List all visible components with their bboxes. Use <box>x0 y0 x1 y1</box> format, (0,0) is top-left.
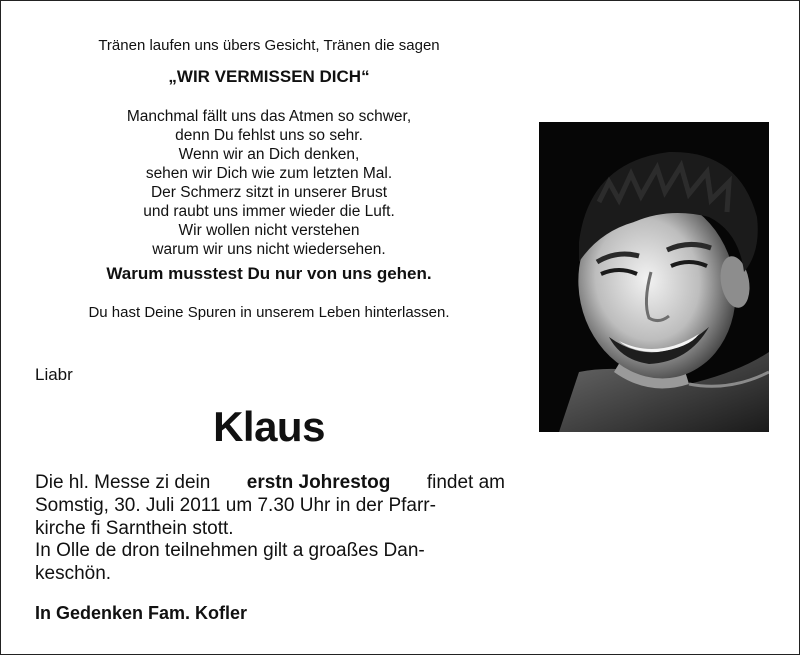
mass-date-text: Somstig, 30. Juli 2011 um 7.30 Uhr in der Pfarr- <box>35 495 436 516</box>
headline: „WIR VERMISSEN DICH“ <box>168 67 370 86</box>
deceased-name: Klaus <box>213 403 325 450</box>
poem <box>21 107 517 259</box>
question-line: Warum musstest Du nur von uns gehen. <box>106 264 432 283</box>
thanks-line <box>35 539 505 562</box>
anniversary-emphasis: erstn Johrestog <box>246 472 391 493</box>
poem-line: Wir wollen nicht verstehen <box>178 222 360 239</box>
poem-line: Wenn wir an Dich denken, <box>178 146 360 163</box>
mass-location-line <box>35 517 505 540</box>
traces-line: Du hast Deine Spuren in unserem Leben hinterlassen. <box>88 304 450 321</box>
mass-location-text: kirche fi Sarnthein stott. <box>35 518 234 539</box>
signature: In Gedenken Fam. Kofler <box>35 603 248 623</box>
poem-line: und raubt uns immer wieder die Luft. <box>143 203 395 220</box>
thanks-line <box>35 562 505 585</box>
poem-line: sehen wir Dich wie zum letzten Mal. <box>145 165 393 182</box>
salutation: Liabr <box>35 365 73 384</box>
mass-date-line <box>35 494 505 517</box>
thanks-text: In Olle de dron teilnehmen gilt a groaßes Dan- <box>35 540 425 561</box>
intro-line: Tränen laufen uns übers Gesicht, Tränen die sagen <box>98 37 440 54</box>
portrait-illustration <box>539 122 769 432</box>
poem-line: Der Schmerz sitzt in unserer Brust <box>150 184 387 201</box>
poem-line: denn Du fehlst uns so sehr. <box>175 127 363 144</box>
poem-line: Manchmal fällt uns das Atmen so schwer, <box>126 108 412 125</box>
portrait-photo <box>539 122 769 432</box>
thanks-text: keschön. <box>35 563 112 584</box>
thanks-paragraph <box>35 539 505 585</box>
mass-announcement <box>35 471 505 540</box>
mass-text: findet am <box>426 472 505 493</box>
mass-text: Die hl. Messe zi dein <box>35 472 211 493</box>
poem-line: warum wir uns nicht wiedersehen. <box>152 241 386 258</box>
